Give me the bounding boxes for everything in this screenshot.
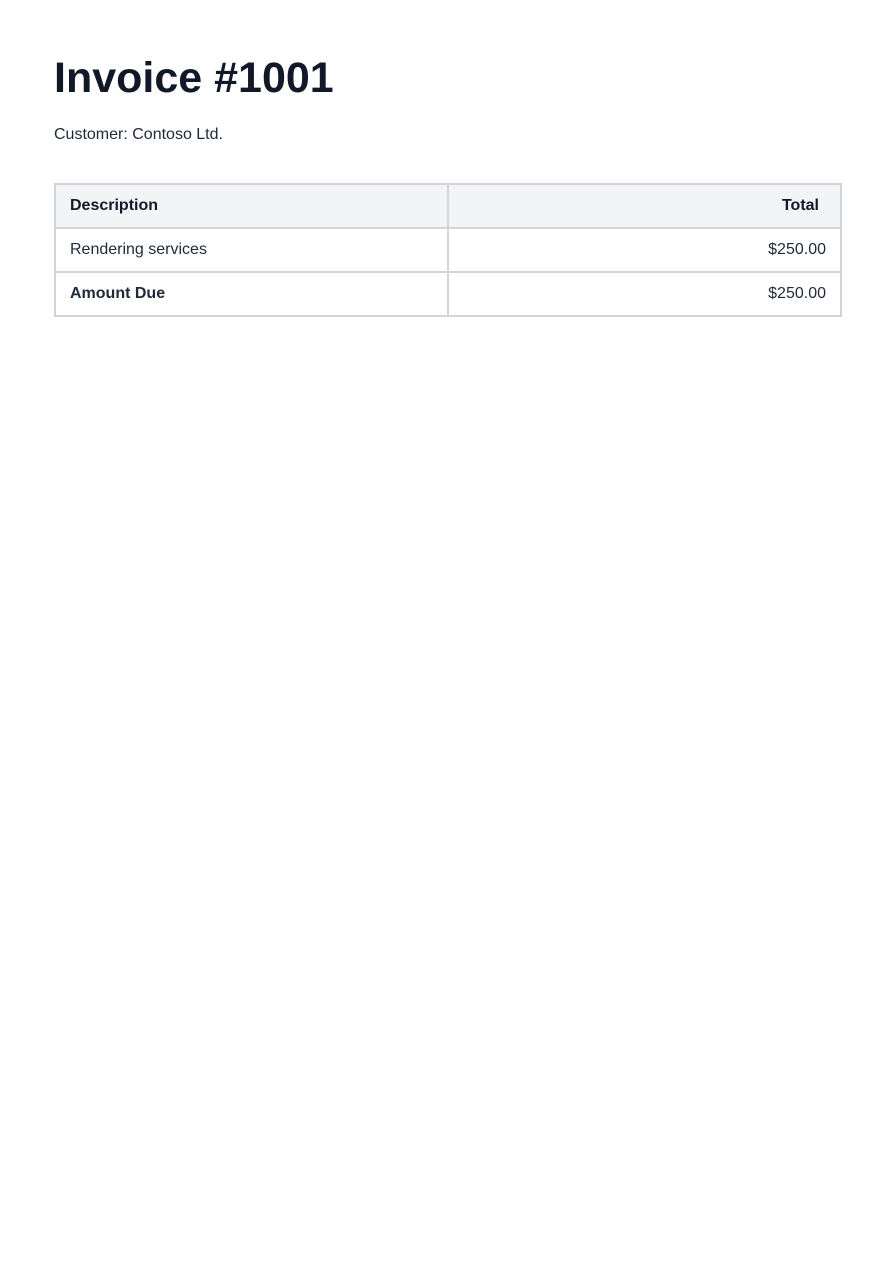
table-header xyxy=(55,184,841,228)
table-row xyxy=(55,228,841,272)
header-row xyxy=(55,184,841,228)
column-header-total: Total xyxy=(448,184,841,228)
line-item-description: Rendering services xyxy=(55,228,448,272)
invoice-title: Invoice #1001 xyxy=(54,54,334,102)
amount-due-label: Amount Due xyxy=(55,272,448,316)
customer-line: Customer: Contoso Ltd. xyxy=(54,126,223,143)
table-body xyxy=(55,228,841,316)
amount-due-value: $250.00 xyxy=(448,272,841,316)
invoice-table xyxy=(54,183,842,317)
amount-due-row xyxy=(55,272,841,316)
line-item-total: $250.00 xyxy=(448,228,841,272)
column-header-description: Description xyxy=(55,184,448,228)
